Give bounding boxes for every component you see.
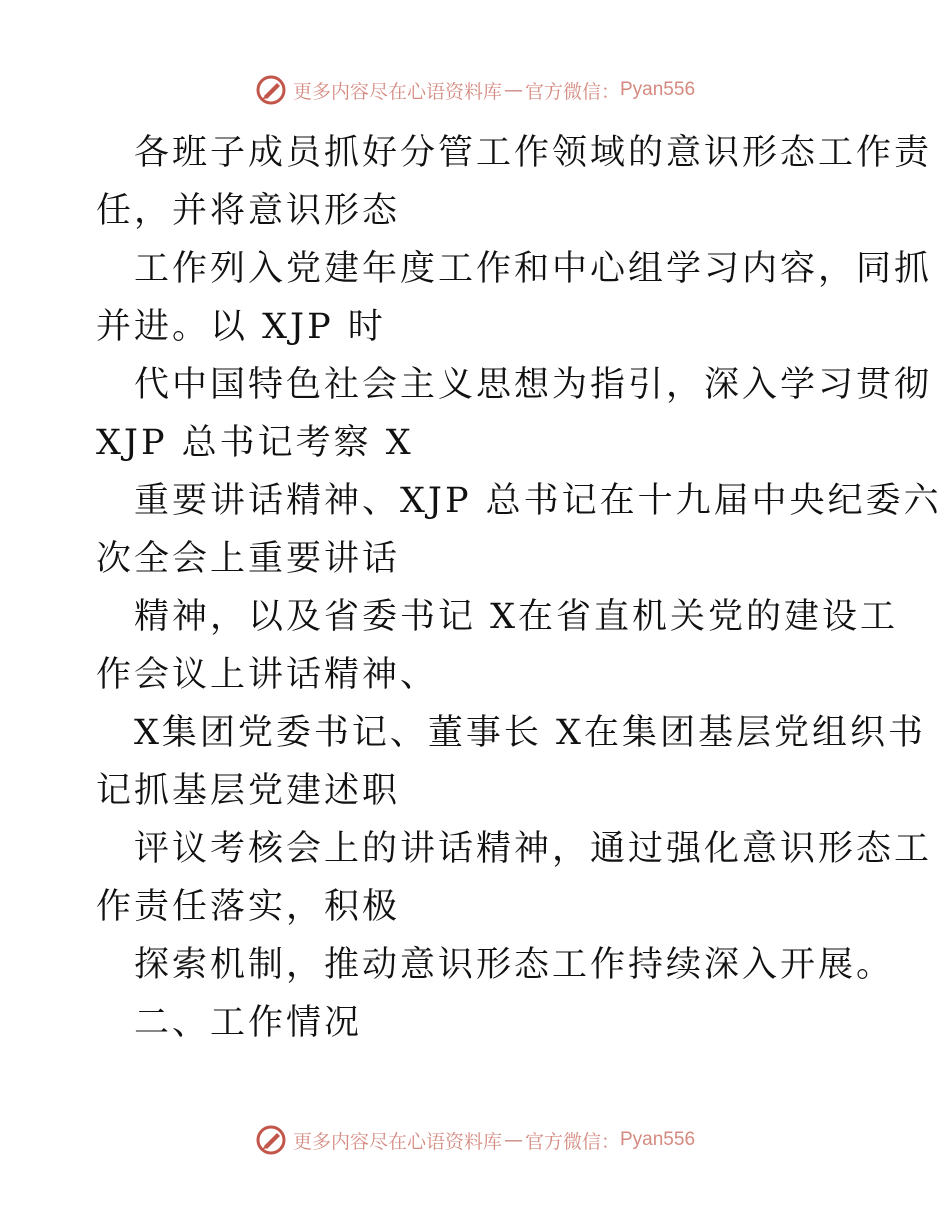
text-line: 探索机制，推动意识形态工作持续深入开展。: [134, 945, 895, 985]
watermark-text: 更多内容尽在心语资料库: [292, 80, 502, 103]
text-line: 各班子成员抓好分管工作领域的意识形态工作责: [134, 133, 933, 173]
watermark-wechat-id: Pyan556: [620, 79, 696, 100]
watermark-wechat-id: Pyan556: [620, 1129, 696, 1150]
text-line: 评议考核会上的讲话精神，通过强化意识形态工: [134, 829, 933, 869]
text-line: X集团党委书记、董事长 X在集团基层党组织书: [134, 713, 926, 753]
watermark-text: 更多内容尽在心语资料库: [292, 1130, 502, 1153]
footer-watermark: [0, 1122, 950, 1158]
watermark-separator: —: [503, 79, 523, 101]
watermark-separator: —: [503, 1129, 523, 1151]
text-line: 精神，以及省委书记 X在省直机关党的建设工: [134, 597, 899, 637]
text-line: 代中国特色社会主义思想为指引，深入学习贯彻: [134, 365, 933, 405]
logo-icon: [255, 1124, 287, 1156]
text-line: 任，并将意识形态: [96, 191, 401, 231]
text-line: XJP 总书记考察 X: [96, 423, 414, 463]
text-line: 作责任落实，积极: [96, 887, 401, 927]
text-line: 记抓基层党建述职: [96, 771, 401, 811]
text-line: 次全会上重要讲话: [96, 539, 401, 579]
header-watermark: [0, 72, 950, 108]
section-heading: 二、工作情况: [134, 1003, 363, 1043]
text-line: 并进。以 XJP 时: [96, 307, 386, 347]
text-line: 作会议上讲话精神、: [96, 655, 439, 695]
watermark-wechat-label: 官方微信：: [524, 1130, 620, 1153]
text-line: 工作列入党建年度工作和中心组学习内容，同抓: [134, 249, 933, 289]
watermark-wechat-label: 官方微信：: [524, 80, 620, 103]
document-body: [96, 124, 942, 1052]
text-line: 重要讲话精神、XJP 总书记在十九届中央纪委六: [134, 481, 942, 521]
logo-icon: [255, 74, 287, 106]
